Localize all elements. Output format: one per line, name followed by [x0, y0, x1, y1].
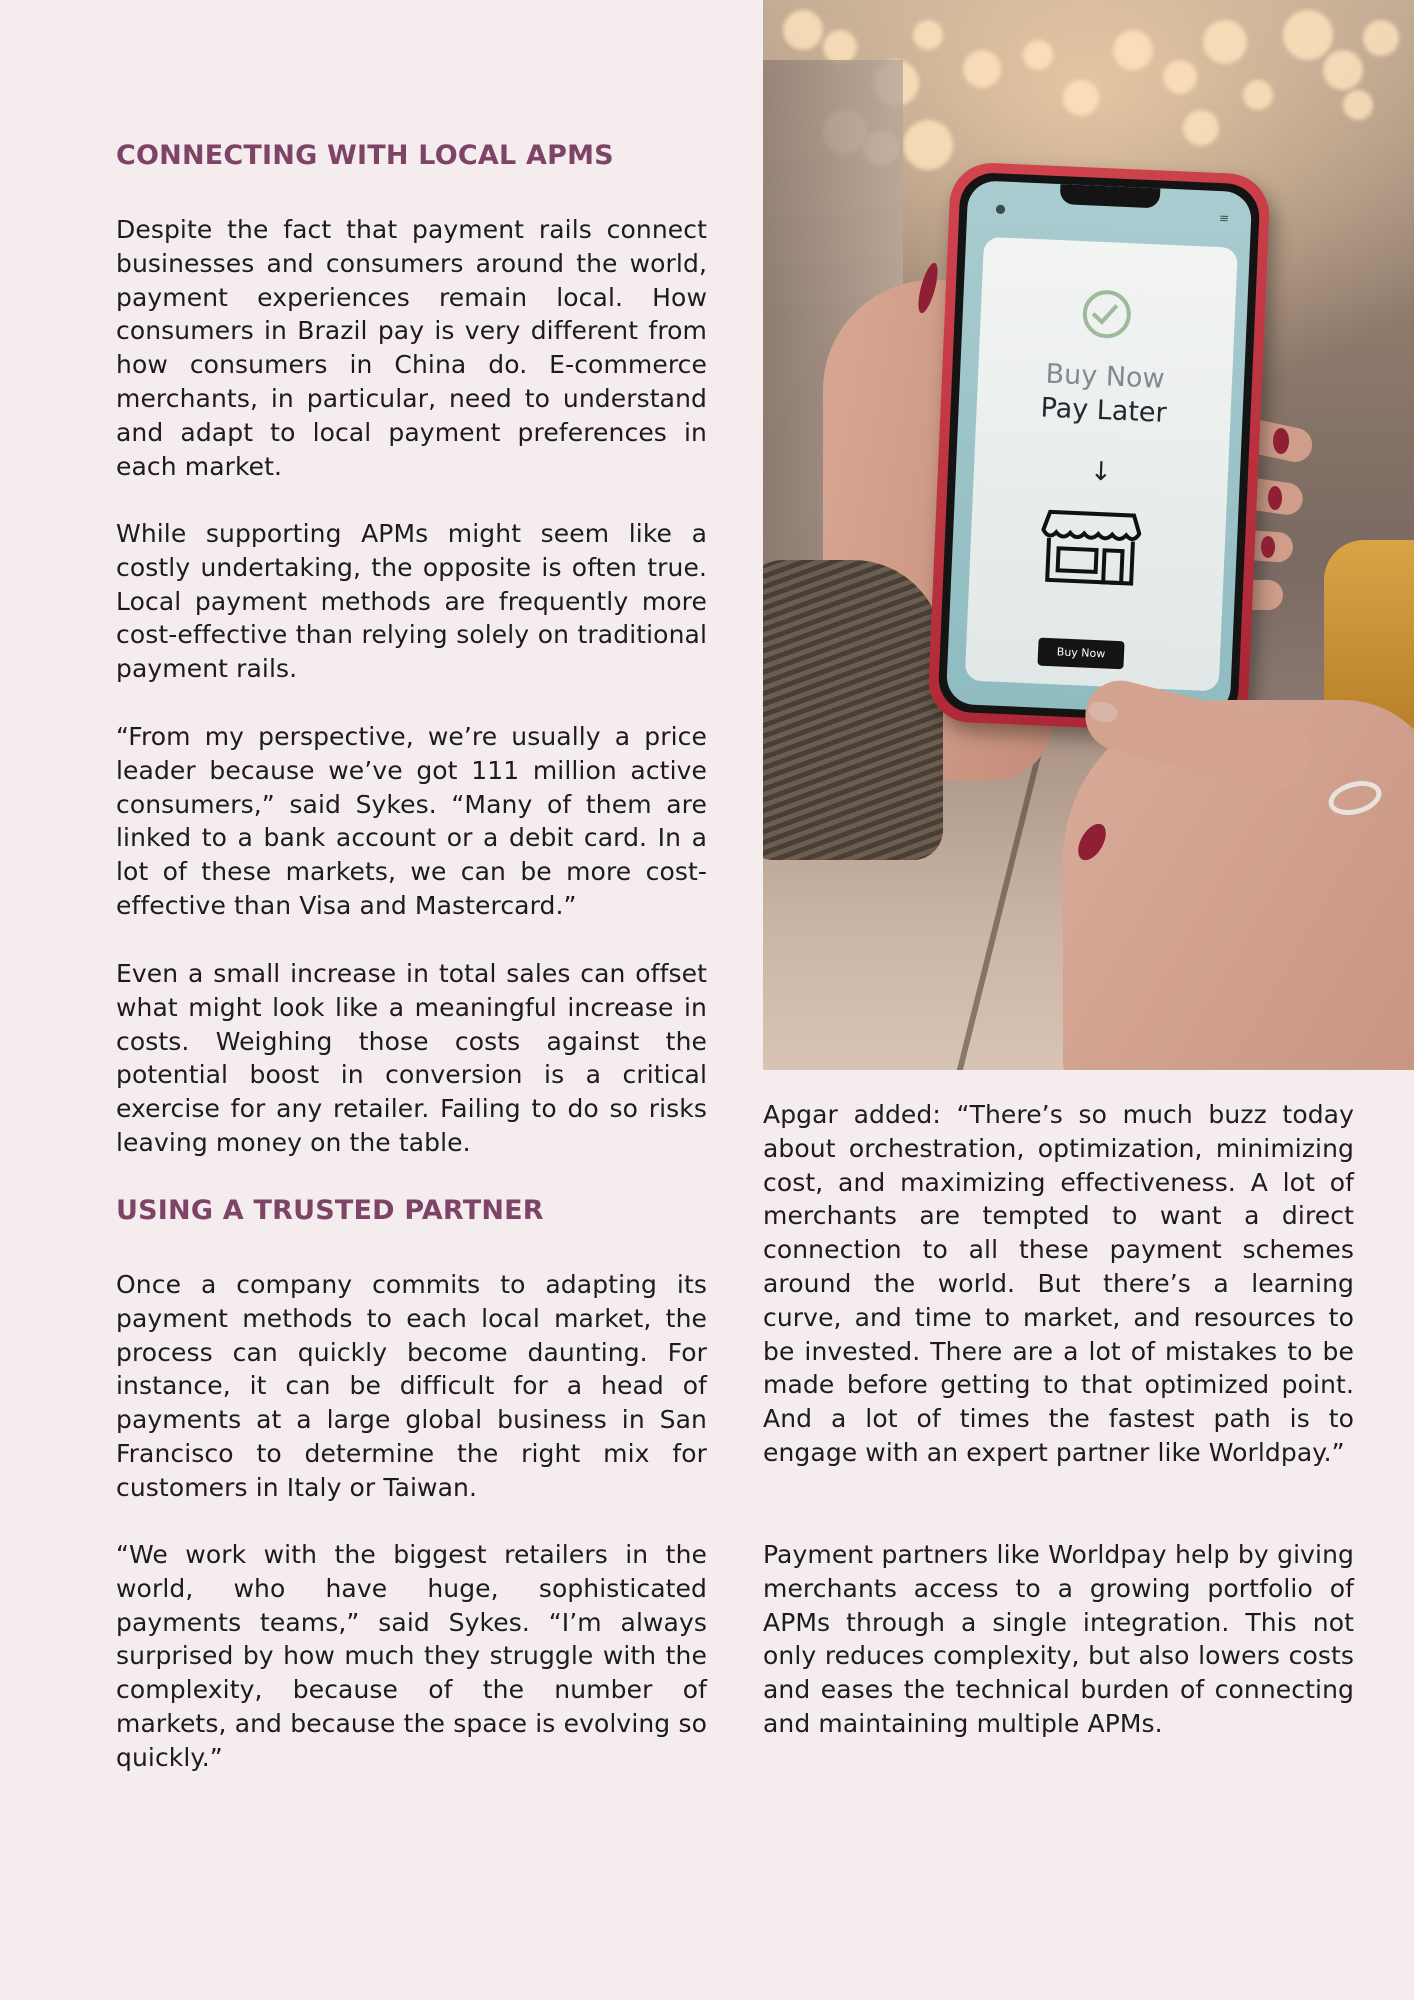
section-heading-trusted-partner: USING A TRUSTED PARTNER	[116, 1195, 544, 1226]
paragraph-sykes-quote-retailers: “We work with the biggest retailers in the world, who have huge, sophisticated payments teams,” said Sykes. “I’m always surprised by how much they struggle with the complexity, because of the number of markets, and because the space is evolving so quickly.”	[116, 1540, 707, 1772]
paragraph-sykes-quote-price: “From my perspective, we’re usually a price leader because we’ve got 111 million active consumers,” said Sykes. “Many of them are linked to a bank account or a debit card. In a lot of these markets, we can be more cost-effective than Visa and Mastercard.”	[116, 722, 707, 920]
paragraph-apm-cost: While supporting APMs might seem like a costly undertaking, the opposite is often true. Local payment methods are frequently more cost-effective than relying solely on traditional payment rails.	[116, 519, 707, 684]
down-arrow-icon: ↓	[1089, 456, 1113, 488]
storefront-icon	[1039, 508, 1142, 588]
bnpl-title-line-2: Pay Later	[1039, 392, 1168, 429]
paragraph-apgar-quote: Apgar added: “There’s so much buzz today about orchestration, optimization, minimizing cost, and maximizing effectiveness. A lot of merchants are tempted to want a direct connection to all these payment schemes around the world. But there’s a learning curve, and time to market, and resources to be invested. There are a lot of mistakes to be made before getting to that optimized point. And a lot of times the fastest path is to engage with an expert partner like Worldpay.”	[763, 1100, 1354, 1467]
bnpl-phone-photo	[763, 0, 1414, 1070]
paragraph-adapting-payment-methods: Once a company commits to adapting its payment methods to each local market, the process can quickly become daunting. For instance, it can be difficult for a head of payments at a large global business in San Francisco to determine the right mix for customers in Italy or Taiwan.	[116, 1270, 707, 1502]
checkmark-icon	[1082, 289, 1132, 339]
smartphone	[927, 161, 1271, 734]
phone-screen	[946, 180, 1253, 716]
section-heading-local-apms: CONNECTING WITH LOCAL APMS	[116, 140, 614, 171]
user-icon: ●	[995, 201, 1007, 216]
paragraph-sales-increase: Even a small increase in total sales can offset what might look like a meaningful increase in costs. Weighing those costs against the potential boost in conversion is a critical exercise for any retailer. Failing to do so risks leaving money on the table.	[116, 959, 707, 1157]
menu-icon: ≡	[1218, 211, 1230, 226]
paragraph-payment-rails: Despite the fact that payment rails connect businesses and consumers around the world, payment experiences remain local. How consumers in Brazil pay is very different from how consumers in China do. E-commerce merchants, in particular, need to understand and adapt to local payment preferences in each market.	[116, 215, 707, 481]
bnpl-title	[976, 355, 1233, 434]
buy-now-button: Buy Now	[1037, 638, 1124, 670]
bnpl-title-line-1: Buy Now	[1044, 358, 1166, 395]
bnpl-card	[965, 237, 1238, 692]
paragraph-payment-partners: Payment partners like Worldpay help by giving merchants access to a growing portfolio of APMs through a single integration. This not only reduces complexity, but also lowers costs and eases the technical burden of connecting and maintaining multiple APMs.	[763, 1540, 1354, 1738]
